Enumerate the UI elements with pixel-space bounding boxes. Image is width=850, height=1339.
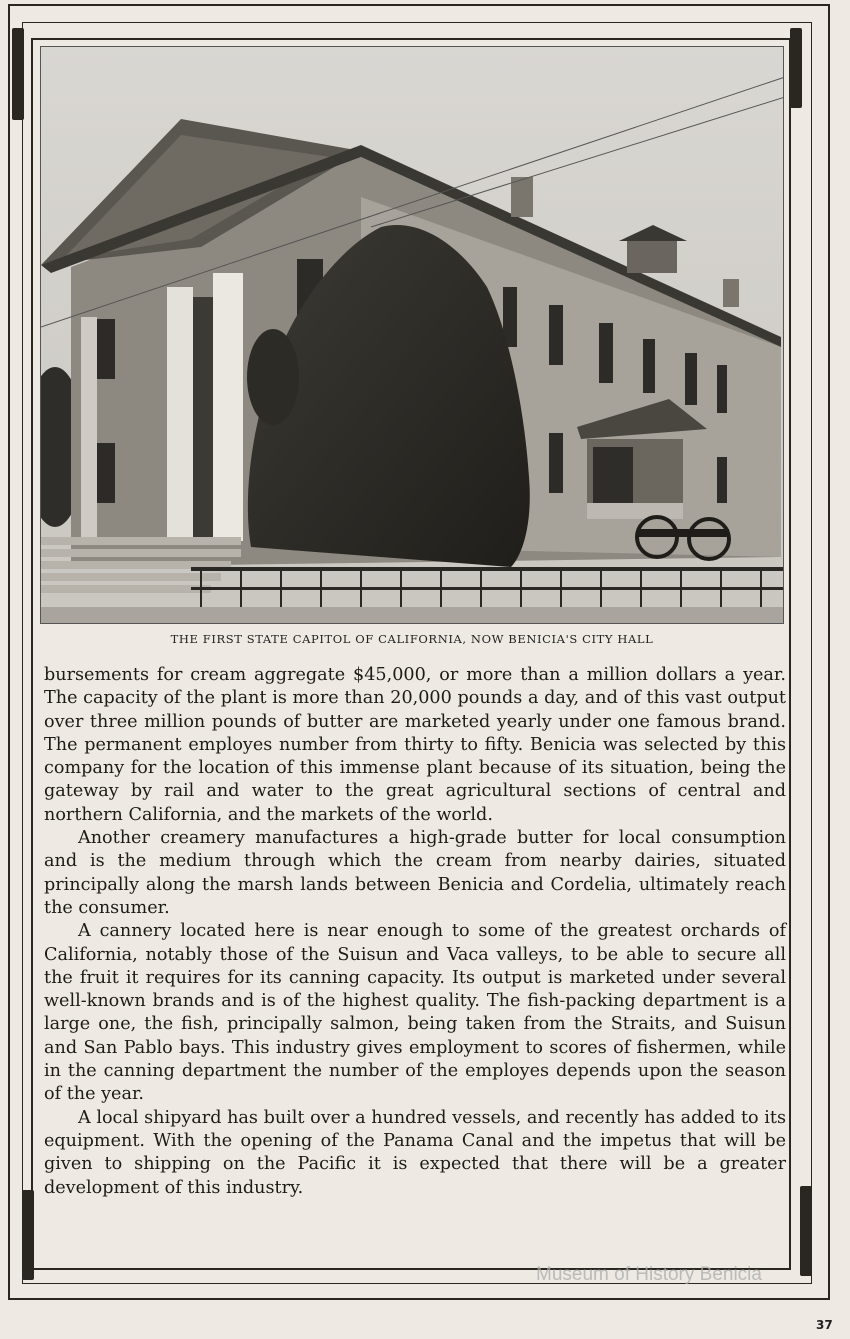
paragraph: A local shipyard has built over a hundred vessels, and recently has added to its equipment. With the opening of the Panama Canal and the impetus that will be given to shipping on the Pacific it is expected that there will be a greater development of this industry.: [44, 1107, 786, 1198]
border-ornament: [790, 28, 802, 108]
page-number: 37: [816, 1318, 833, 1332]
border-ornament: [22, 1190, 34, 1280]
paragraph: bursements for cream aggregate $45,000, or more than a million dollars a year. The capacity of the plant is more than 20,000 pounds a day, and of this vast output over three million pounds of butter are marketed yearly under one famous brand. The permanent employes number from thirty to fifty. Benicia was selected by this company for the location of this immense plant because of its situation, being the gateway by rail and water to the great agricultural sections of central and northern California, and the markets of the world.: [44, 665, 786, 825]
paragraph: A cannery located here is near enough to some of the greatest orchards of California, notably those of the Suisun and Vaca valleys, to be able to secure all the fruit it requires for its canning capacity. Its output is marketed under several well-known brands and is of the highest quality. The fish-packing department is a large one, the fish, principally salmon, being taken from the Straits, and Suisun and San Pablo bays. This industry gives employment to scores of fishermen, while in the canning department the number of the employes depends upon the season of the year.: [44, 921, 786, 1105]
border-ornament: [12, 28, 24, 120]
article-body: [44, 664, 786, 1200]
photo-caption: THE FIRST STATE CAPITOL OF CALIFORNIA, NOW BENICIA'S CITY HALL: [170, 632, 654, 646]
museum-watermark: Museum of History Benicia: [536, 1264, 762, 1285]
paragraph: Another creamery manufactures a high-grade butter for local consumption and is the medium through which the cream from nearby dairies, situated principally along the marsh lands between Benicia and Cordelia, ultimately reach the consumer.: [44, 828, 786, 918]
border-ornament: [800, 1186, 812, 1276]
capitol-photograph: [40, 46, 784, 624]
